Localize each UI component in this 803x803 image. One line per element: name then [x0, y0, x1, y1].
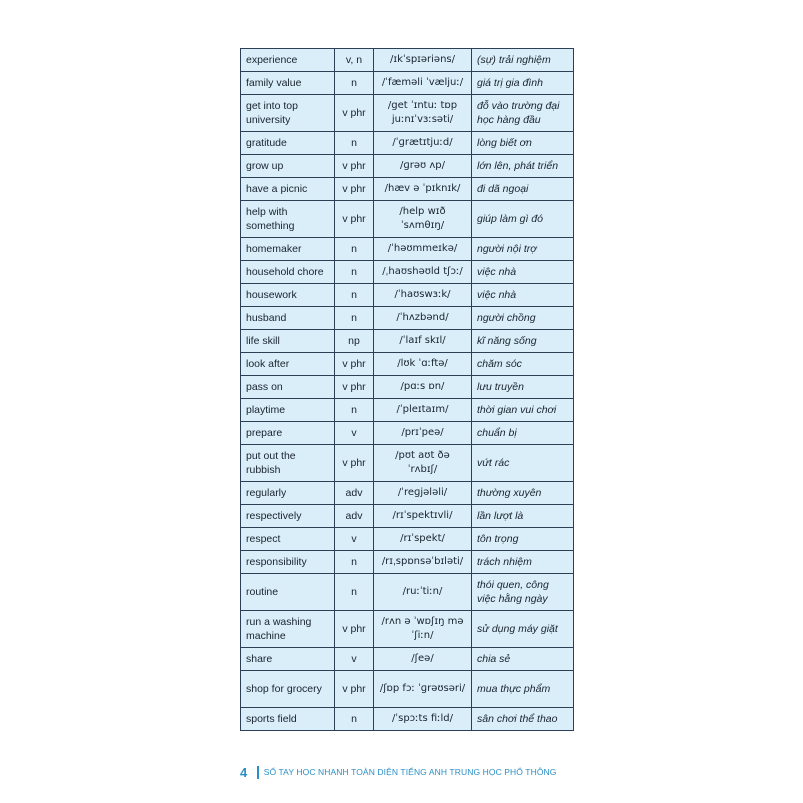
vietnamese-meaning: người nội trợ — [472, 238, 574, 261]
vietnamese-meaning: lòng biết ơn — [472, 132, 574, 155]
vietnamese-meaning: đỗ vào trường đại học hàng đầu — [472, 95, 574, 132]
part-of-speech: v phr — [335, 376, 374, 399]
table-row — [241, 528, 574, 551]
vocab-word: household chore — [241, 261, 335, 284]
vietnamese-meaning: trách nhiệm — [472, 551, 574, 574]
pronunciation: /ˈspɔːts fiːld/ — [374, 708, 472, 731]
part-of-speech: adv — [335, 482, 374, 505]
vietnamese-meaning: thời gian vui chơi — [472, 399, 574, 422]
vietnamese-meaning: đi dã ngoại — [472, 178, 574, 201]
book-title: SỔ TAY HỌC NHANH TOÀN DIỆN TIẾNG ANH TRUNG HỌC PHỔ THÔNG — [263, 767, 557, 777]
table-row — [241, 284, 574, 307]
vocab-word: run a washing machine — [241, 611, 335, 648]
table-row — [241, 330, 574, 353]
vietnamese-meaning: người chồng — [472, 307, 574, 330]
pronunciation: /rɪˈspekt/ — [374, 528, 472, 551]
vocab-word: respectively — [241, 505, 335, 528]
vietnamese-meaning: tôn trọng — [472, 528, 574, 551]
vietnamese-meaning: sử dụng máy giặt — [472, 611, 574, 648]
pronunciation: /rɪˌspɒnsəˈbɪləti/ — [374, 551, 472, 574]
part-of-speech: n — [335, 307, 374, 330]
pronunciation: /ˈfæməli ˈvæljuː/ — [374, 72, 472, 95]
table-row — [241, 307, 574, 330]
pronunciation: /ˌhaʊshəʊld tʃɔː/ — [374, 261, 472, 284]
vocab-word: put out the rubbish — [241, 445, 335, 482]
vocab-word: have a picnic — [241, 178, 335, 201]
vietnamese-meaning: sân chơi thể thao — [472, 708, 574, 731]
part-of-speech: v — [335, 528, 374, 551]
vocab-word: respect — [241, 528, 335, 551]
vietnamese-meaning: mua thực phẩm — [472, 671, 574, 708]
vietnamese-meaning: việc nhà — [472, 261, 574, 284]
pronunciation: /ˈhaʊswɜːk/ — [374, 284, 472, 307]
vocab-word: regularly — [241, 482, 335, 505]
pronunciation: /ˈhəʊmmeɪkə/ — [374, 238, 472, 261]
part-of-speech: n — [335, 551, 374, 574]
vocab-word: shop for grocery — [241, 671, 335, 708]
vietnamese-meaning: việc nhà — [472, 284, 574, 307]
table-row — [241, 376, 574, 399]
table-row — [241, 353, 574, 376]
page-footer — [240, 764, 557, 780]
vietnamese-meaning: (sự) trải nghiệm — [472, 49, 574, 72]
pronunciation: /rʌn ə ˈwɒʃɪŋ məˈʃiːn/ — [374, 611, 472, 648]
vietnamese-meaning: chăm sóc — [472, 353, 574, 376]
pronunciation: /hæv ə ˈpɪknɪk/ — [374, 178, 472, 201]
pronunciation: /ʃɒp fɔː ˈɡrəʊsəri/ — [374, 671, 472, 708]
part-of-speech: n — [335, 261, 374, 284]
pronunciation: /lʊk ˈɑːftə/ — [374, 353, 472, 376]
vietnamese-meaning: giúp làm gì đó — [472, 201, 574, 238]
pronunciation: /ˈlaɪf skɪl/ — [374, 330, 472, 353]
part-of-speech: v phr — [335, 155, 374, 178]
table-row — [241, 72, 574, 95]
part-of-speech: v — [335, 422, 374, 445]
vocab-word: life skill — [241, 330, 335, 353]
part-of-speech: n — [335, 708, 374, 731]
pronunciation: /ˈhʌzbənd/ — [374, 307, 472, 330]
pronunciation: /pʊt aʊt ðə ˈrʌbɪʃ/ — [374, 445, 472, 482]
table-row — [241, 611, 574, 648]
part-of-speech: n — [335, 72, 374, 95]
pronunciation: /ˈpleɪtaɪm/ — [374, 399, 472, 422]
vocab-word: look after — [241, 353, 335, 376]
part-of-speech: v phr — [335, 353, 374, 376]
pronunciation: /pɑːs ɒn/ — [374, 376, 472, 399]
part-of-speech: v, n — [335, 49, 374, 72]
part-of-speech: v phr — [335, 178, 374, 201]
vietnamese-meaning: thói quen, công việc hằng ngày — [472, 574, 574, 611]
vietnamese-meaning: lần lượt là — [472, 505, 574, 528]
table-row — [241, 132, 574, 155]
vocab-word: playtime — [241, 399, 335, 422]
table-row — [241, 551, 574, 574]
part-of-speech: adv — [335, 505, 374, 528]
vietnamese-meaning: vứt rác — [472, 445, 574, 482]
vocab-word: sports field — [241, 708, 335, 731]
table-row — [241, 445, 574, 482]
pronunciation: /ˈɡrætɪtjuːd/ — [374, 132, 472, 155]
vocab-word: routine — [241, 574, 335, 611]
vocab-word: pass on — [241, 376, 335, 399]
vocab-word: family value — [241, 72, 335, 95]
vocab-word: responsibility — [241, 551, 335, 574]
vocabulary-table — [240, 48, 574, 731]
pronunciation: /ɡrəʊ ʌp/ — [374, 155, 472, 178]
vocab-word: husband — [241, 307, 335, 330]
pronunciation: /ʃeə/ — [374, 648, 472, 671]
part-of-speech: n — [335, 132, 374, 155]
vocab-word: gratitude — [241, 132, 335, 155]
part-of-speech: n — [335, 284, 374, 307]
pronunciation: /help wɪð ˈsʌmθɪŋ/ — [374, 201, 472, 238]
vietnamese-meaning: chuẩn bị — [472, 422, 574, 445]
table-row — [241, 49, 574, 72]
vietnamese-meaning: chia sẻ — [472, 648, 574, 671]
pronunciation: /rɪˈspektɪvli/ — [374, 505, 472, 528]
table-row — [241, 399, 574, 422]
page-number: 4 — [240, 764, 248, 780]
table-row — [241, 574, 574, 611]
part-of-speech: v phr — [335, 201, 374, 238]
vietnamese-meaning: giá trị gia đình — [472, 72, 574, 95]
table-row — [241, 648, 574, 671]
part-of-speech: v — [335, 648, 374, 671]
table-row — [241, 671, 574, 708]
vocabulary-table-body — [241, 49, 574, 731]
vocab-word: experience — [241, 49, 335, 72]
part-of-speech: v phr — [335, 445, 374, 482]
table-row — [241, 505, 574, 528]
vietnamese-meaning: lớn lên, phát triển — [472, 155, 574, 178]
pronunciation: /ɪkˈspɪəriəns/ — [374, 49, 472, 72]
footer-divider — [257, 766, 259, 779]
table-row — [241, 422, 574, 445]
vocab-word: homemaker — [241, 238, 335, 261]
table-row — [241, 482, 574, 505]
vocab-word: grow up — [241, 155, 335, 178]
vietnamese-meaning: kĩ năng sống — [472, 330, 574, 353]
part-of-speech: n — [335, 399, 374, 422]
pronunciation: /get ˈɪntuː tɒp juːnɪˈvɜːsəti/ — [374, 95, 472, 132]
pronunciation: /ˈreɡjələli/ — [374, 482, 472, 505]
vocab-word: help with something — [241, 201, 335, 238]
part-of-speech: np — [335, 330, 374, 353]
pronunciation: /ruːˈtiːn/ — [374, 574, 472, 611]
table-row — [241, 238, 574, 261]
vietnamese-meaning: thường xuyên — [472, 482, 574, 505]
pronunciation: /prɪˈpeə/ — [374, 422, 472, 445]
part-of-speech: v phr — [335, 611, 374, 648]
table-row — [241, 261, 574, 284]
vocab-word: share — [241, 648, 335, 671]
table-row — [241, 708, 574, 731]
part-of-speech: n — [335, 574, 374, 611]
part-of-speech: v phr — [335, 95, 374, 132]
vocab-word: housework — [241, 284, 335, 307]
table-row — [241, 95, 574, 132]
table-row — [241, 178, 574, 201]
vocab-word: prepare — [241, 422, 335, 445]
vocab-word: get into top university — [241, 95, 335, 132]
vietnamese-meaning: lưu truyền — [472, 376, 574, 399]
table-row — [241, 155, 574, 178]
part-of-speech: v phr — [335, 671, 374, 708]
table-row — [241, 201, 574, 238]
part-of-speech: n — [335, 238, 374, 261]
